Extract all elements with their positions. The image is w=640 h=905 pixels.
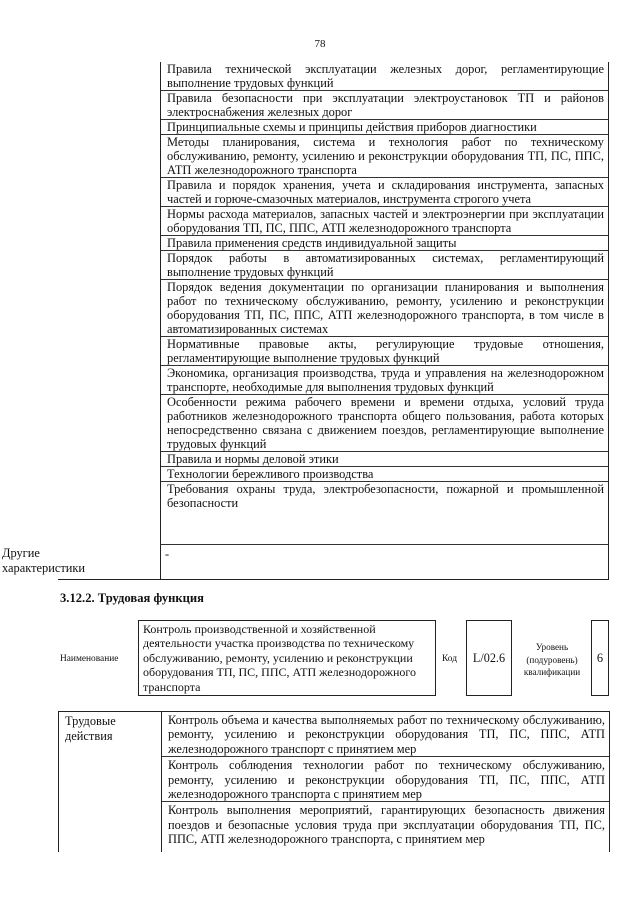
- labour-action-item: Контроль соблюдения технологии работ по техническому обслуживанию, ремонту, усилению и реконструкции оборудования ТП, ПС, ППС, АТП железнодорожного транспорта с принятием мер: [162, 757, 609, 802]
- labour-actions-list: [162, 712, 609, 847]
- other-characteristics-label: Другие характеристики: [2, 546, 86, 575]
- other-divider: [160, 544, 608, 545]
- knowledge-item: Правила технической эксплуатации железных дорог, регламентирующие выполнение трудовых функций: [161, 62, 608, 91]
- knowledge-item: Требования охраны труда, электробезопасности, пожарной и промышленной безопасности: [167, 482, 604, 510]
- labour-action-item: Контроль выполнения мероприятий, гарантирующих безопасность движения поездов и безопасные условия труда при эксплуатации оборудования ТП, ПС, ППС, АТП железнодорожного транспорта, с принятием мер: [168, 803, 605, 847]
- qualification-level: 6: [591, 620, 609, 696]
- knowledge-item: Принципиальные схемы и принципы действия приборов диагностики: [161, 120, 608, 135]
- function-name: Контроль производственной и хозяйственной деятельности участка производства по техническому обслуживанию, ремонту, усилению и реконструкции оборудования ТП, ПС, ППС, АТП железнодорожного транспорта: [138, 620, 436, 696]
- knowledge-item: Правила и порядок хранения, учета и складирования инструмента, запасных частей и горюче-смазочных материалов, инструмента строгого учета: [161, 178, 608, 207]
- name-label: Наименование: [60, 654, 119, 664]
- labour-actions-table: [58, 711, 610, 852]
- knowledge-item: Методы планирования, система и технология работ по техническому обслуживанию, ремонту, усилению и реконструкции оборудования ТП, ПС, ППС, АТП железнодорожного транспорта: [161, 135, 608, 178]
- knowledge-item: Нормы расхода материалов, запасных частей и электроэнергии при эксплуатации оборудования ТП, ПС, ППС, АТП железнодорожного транспорта: [161, 207, 608, 236]
- knowledge-table: [58, 62, 609, 580]
- knowledge-item: Правила и нормы деловой этики: [161, 452, 608, 467]
- knowledge-item: Порядок ведения документации по организации планирования и выполнения работ по техническому обслуживанию, ремонту, усилению и реконструкции оборудования ТП, ПС, ППС, АТП железнодорожного транспорта, в том числе в автоматизированных системах: [161, 280, 608, 337]
- labour-actions-label: Трудовые действия: [65, 714, 116, 743]
- knowledge-item: Порядок работы в автоматизированных системах, регламентирующий выполнение трудовых функций: [161, 251, 608, 280]
- knowledge-list: [161, 62, 608, 579]
- knowledge-item: Нормативные правовые акты, регулирующие трудовые отношения, регламентирующие выполнение трудовых функций: [161, 337, 608, 366]
- code-label: Код: [442, 654, 457, 664]
- other-characteristics-value: -: [165, 547, 170, 561]
- labour-action-item: Контроль объема и качества выполняемых работ по техническому обслуживанию, ремонту, усилению и реконструкции оборудования ТП, ПС, ППС, АТП железнодорожного транспорт с принятием мер: [162, 712, 609, 757]
- page-number: 78: [314, 38, 326, 50]
- knowledge-item: Экономика, организация производства, труда и управления на железнодорожном транспорте, необходимые для выполнения трудовых функций: [161, 366, 608, 395]
- function-code: L/02.6: [466, 620, 512, 696]
- knowledge-label-column: [58, 62, 161, 579]
- knowledge-item: Особенности режима рабочего времени и времени отдыха, условий труда работников железнодорожного транспорта общего пользования, работа которых непосредственно связана с движением поездов, регламентирующие выполнение трудовых функций: [161, 395, 608, 452]
- knowledge-item: Правила применения средств индивидуальной защиты: [161, 236, 608, 251]
- knowledge-item: Технологии бережливого производства: [161, 467, 608, 482]
- section-title: 3.12.2. Трудовая функция: [60, 591, 204, 605]
- qualification-level-label: Уровень (подуровень) квалификации: [523, 642, 581, 677]
- knowledge-item: Правила безопасности при эксплуатации электроустановок ТП и районов электроснабжения железных дорог: [161, 91, 608, 120]
